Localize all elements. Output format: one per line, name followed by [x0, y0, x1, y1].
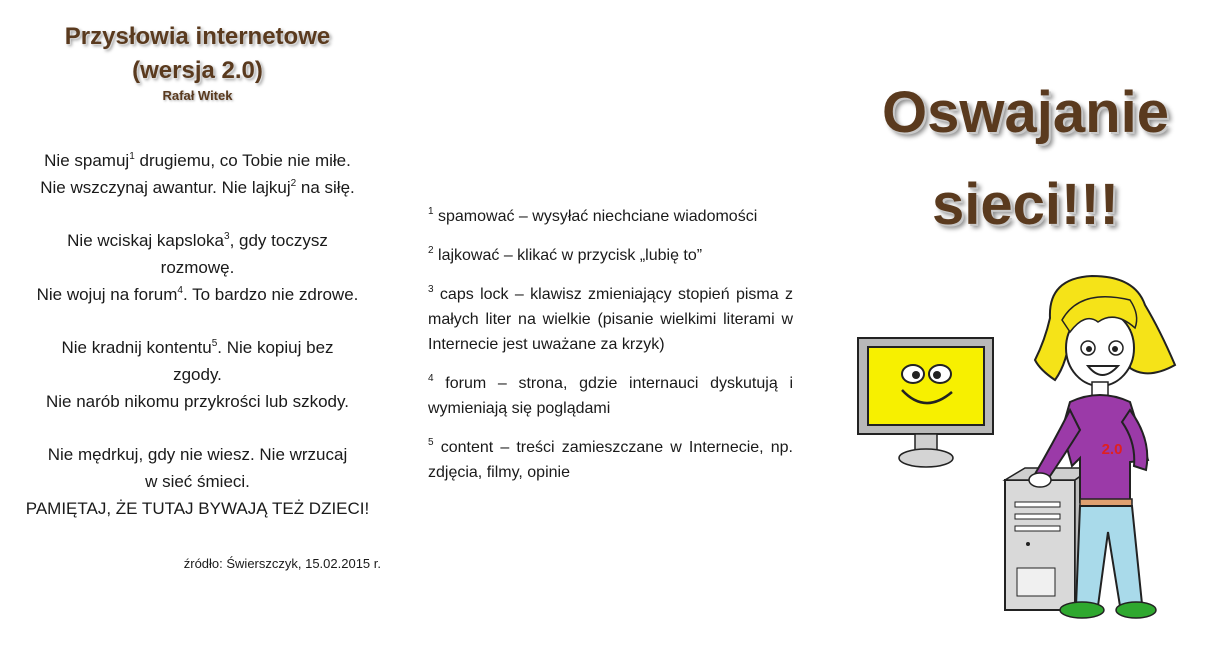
- poem-stanza: [0, 334, 395, 415]
- footnote: $^5$ content – treści zamieszczane w Internecie, np. zdjęcia, filmy, opinie: [428, 437, 793, 481]
- poem-stanza: [0, 227, 395, 308]
- footnote: $^4$ forum – strona, gdzie internauci dyskutują i wymieniają się poglądami: [428, 373, 793, 417]
- poem-column: [0, 0, 395, 571]
- footnotes-list: [428, 204, 793, 499]
- poem-line: Nie wciskaj kapsloka$^3$, gdy toczysz: [67, 231, 328, 250]
- poem-stanza: [0, 147, 395, 201]
- poem-line: Nie kradnij kontentu$^5$. Nie kopiuj bez: [61, 338, 334, 357]
- poem-author: Rafał Witek: [162, 88, 233, 103]
- footnote: $^2$ lajkować – klikać w przycisk „lubię to”: [428, 245, 703, 264]
- poem-line: Nie mędrkuj, gdy nie wiesz. Nie wrzucaj: [47, 445, 348, 464]
- poem-title: Przysłowia internetowe: [64, 23, 331, 50]
- headline-line-1: Oswajanie: [882, 80, 1169, 145]
- poem-line: PAMIĘTAJ, ŻE TUTAJ BYWAJĄ TEŻ DZIECI!: [25, 499, 370, 518]
- girl-with-computer-illustration: [830, 270, 1221, 659]
- poem-line: w sieć śmieci.: [145, 472, 250, 491]
- monitor-screen: [868, 347, 984, 425]
- poem-stanza: [0, 441, 395, 522]
- poem-body: [0, 147, 395, 522]
- poem-line: zgody.: [173, 365, 222, 384]
- cover-panel: [830, 0, 1221, 659]
- poem-line: Nie narób nikomu przykrości lub szkody.: [46, 392, 349, 411]
- headline-line-2: sieci!!!: [932, 172, 1119, 237]
- footnote: $^3$ caps lock – klawisz zmieniający stopień pisma z małych liter na wielkie (pisanie wielkimi literami w Internecie jest uważane za krzyk): [428, 284, 793, 353]
- poem-line: Nie spamuj$^1$ drugiemu, co Tobie nie miłe.: [44, 151, 351, 170]
- monitor-illustration: [858, 338, 993, 467]
- source-citation: źródło: Świerszczyk, 15.02.2015 r.: [183, 556, 381, 571]
- footnote: $^1$ spamować – wysyłać niechciane wiadomości: [428, 206, 758, 225]
- poem-subtitle: (wersja 2.0): [132, 57, 263, 84]
- poem-line: Nie wojuj na forum$^4$. To bardzo nie zdrowe.: [36, 285, 359, 304]
- poem-line: rozmowę.: [160, 258, 235, 277]
- shirt-label: 2.0: [1101, 441, 1123, 458]
- poem-line: Nie wszczynaj awantur. Nie lajkuj$^2$ na siłę.: [40, 178, 355, 197]
